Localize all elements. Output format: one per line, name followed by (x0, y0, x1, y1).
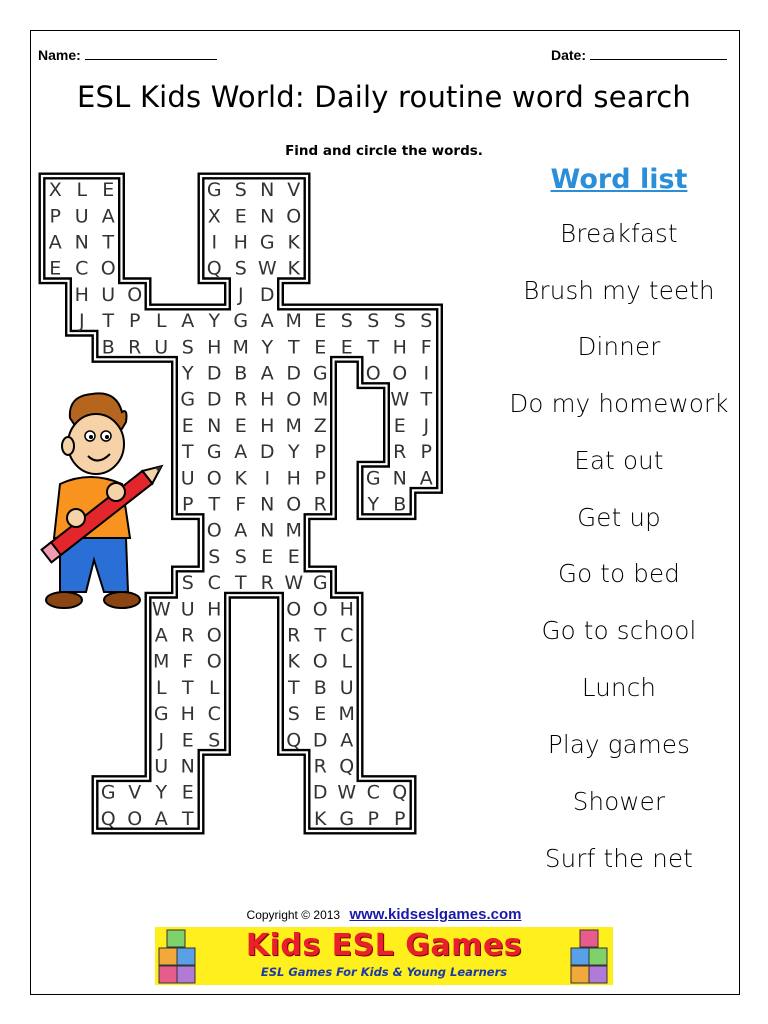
grid-letter[interactable]: E (234, 205, 247, 228)
grid-letter[interactable]: A (48, 231, 62, 254)
grid-letter[interactable]: H (339, 598, 354, 621)
word-list-item: Eat out (574, 446, 664, 475)
grid-letter[interactable]: L (76, 179, 88, 202)
grid-letter[interactable]: G (180, 388, 196, 411)
word-list-item: Go to bed (557, 559, 681, 588)
toy-blocks-left-icon (158, 928, 196, 984)
word-list-item: Lunch (581, 673, 657, 702)
grid-letter[interactable]: S (181, 336, 194, 359)
grid-letter[interactable]: N (74, 231, 89, 254)
word-list-item: Play games (547, 730, 691, 759)
grid-letter[interactable]: E (181, 729, 194, 752)
grid-letter[interactable]: E (314, 336, 327, 359)
grid-letter[interactable]: L (341, 650, 353, 673)
grid-letter[interactable]: O (206, 650, 222, 673)
grid-letter[interactable]: E (181, 414, 194, 437)
grid-letter[interactable]: N (260, 179, 275, 202)
grid-letter[interactable]: U (339, 676, 354, 699)
grid-letter[interactable]: S (287, 703, 300, 726)
grid-letter[interactable]: O (286, 205, 302, 228)
grid-letter[interactable]: R (287, 624, 301, 647)
grid-letter[interactable]: A (154, 624, 168, 647)
grid-letter[interactable]: E (314, 703, 327, 726)
grid-letter[interactable]: E (234, 414, 247, 437)
grid-letter[interactable]: L (155, 676, 167, 699)
copyright-text: Copyright © 2013 (246, 908, 341, 922)
grid-letter[interactable]: T (420, 388, 433, 411)
grid-letter[interactable]: N (260, 519, 275, 542)
grid-letter[interactable]: A (181, 310, 195, 333)
grid-letter[interactable]: Z (313, 414, 327, 437)
grid-letter[interactable]: G (312, 572, 328, 595)
grid-letter[interactable]: U (154, 336, 169, 359)
grid-letter[interactable]: P (420, 441, 432, 464)
grid-letter[interactable]: I (264, 467, 271, 490)
grid-letter[interactable]: O (127, 283, 143, 306)
grid-letter[interactable]: T (181, 441, 194, 464)
grid-letter[interactable]: X (48, 179, 62, 202)
grid-letter[interactable]: F (182, 650, 194, 673)
grid-letter[interactable]: Q (339, 755, 355, 778)
grid-letter[interactable]: P (49, 205, 61, 228)
grid-letter[interactable]: N (207, 414, 222, 437)
banner-subtitle: ESL Games For Kids & Young Learners (260, 965, 508, 979)
grid-letter[interactable]: C (207, 572, 221, 595)
grid-letter[interactable]: A (234, 441, 248, 464)
grid-letter[interactable]: U (154, 755, 169, 778)
grid-letter[interactable]: T (208, 493, 221, 516)
grid-letter[interactable]: M (338, 703, 355, 726)
grid-letter[interactable]: A (234, 519, 248, 542)
grid-letter[interactable]: G (233, 310, 249, 333)
grid-letter[interactable]: S (340, 310, 353, 333)
grid-letter[interactable]: R (181, 624, 195, 647)
grid-letter[interactable]: H (260, 388, 275, 411)
grid-letter[interactable]: A (340, 729, 354, 752)
grid-letter[interactable]: P (314, 467, 326, 490)
grid-letter[interactable]: O (206, 467, 222, 490)
grid-letter[interactable]: M (285, 519, 302, 542)
grid-letter[interactable]: N (260, 205, 275, 228)
grid-letter[interactable]: Y (367, 493, 380, 516)
grid-letter[interactable]: A (260, 310, 274, 333)
grid-letter[interactable]: K (287, 231, 300, 254)
page-title: ESL Kids World: Daily routine word search (77, 80, 691, 114)
grid-letter[interactable]: M (312, 388, 329, 411)
grid-letter[interactable]: G (206, 179, 222, 202)
grid-letter[interactable]: A (101, 205, 115, 228)
boy-with-pencil-illustration (30, 388, 180, 628)
grid-letter[interactable]: N (260, 493, 275, 516)
grid-letter[interactable]: Y (181, 362, 194, 385)
grid-letter[interactable]: K (234, 467, 247, 490)
grid-letter[interactable]: O (312, 598, 328, 621)
grid-letter[interactable]: W (257, 257, 277, 280)
grid-letter[interactable]: L (208, 676, 220, 699)
grid-letter[interactable]: D (312, 729, 328, 752)
grid-letter[interactable]: G (365, 467, 381, 490)
grid-letter[interactable]: O (365, 362, 381, 385)
grid-letter[interactable]: G (259, 231, 275, 254)
grid-letter[interactable]: O (100, 257, 116, 280)
word-list-item: Get up (577, 503, 661, 532)
grid-letter[interactable]: I (423, 362, 430, 385)
grid-letter[interactable]: U (101, 283, 116, 306)
grid-letter[interactable]: T (367, 336, 380, 359)
grid-letter[interactable]: A (154, 807, 168, 830)
grid-letter[interactable]: K (287, 257, 300, 280)
grid-letter[interactable]: R (313, 493, 327, 516)
grid-letter[interactable]: D (206, 362, 222, 385)
grid-letter[interactable]: B (234, 362, 248, 385)
grid-letter[interactable]: Y (287, 441, 300, 464)
grid-letter[interactable]: P (367, 807, 379, 830)
grid-letter[interactable]: B (313, 676, 327, 699)
grid-letter[interactable]: O (206, 624, 222, 647)
grid-letter[interactable]: C (366, 781, 380, 804)
grid-letter[interactable]: T (181, 807, 194, 830)
grid-letter[interactable]: T (102, 310, 115, 333)
grid-letter[interactable]: J (423, 414, 430, 437)
grid-letter[interactable]: R (128, 336, 142, 359)
grid-letter[interactable]: G (312, 362, 328, 385)
grid-letter[interactable]: M (285, 310, 302, 333)
grid-letter[interactable]: H (180, 703, 195, 726)
word-list-item: Surf the net (544, 844, 694, 873)
grid-letter[interactable]: G (153, 703, 169, 726)
grid-letter[interactable]: Q (206, 257, 222, 280)
grid-letter[interactable]: V (128, 781, 142, 804)
grid-letter[interactable]: Y (208, 310, 221, 333)
grid-letter[interactable]: H (207, 598, 222, 621)
grid-letter[interactable]: S (208, 729, 221, 752)
grid-letter[interactable]: Q (100, 807, 116, 830)
grid-letter[interactable]: L (155, 310, 167, 333)
grid-letter[interactable]: P (129, 310, 141, 333)
grid-letter[interactable]: C (75, 257, 89, 280)
website-link[interactable]: www.kidseslgames.com (349, 906, 522, 923)
grid-letter[interactable]: S (234, 545, 247, 568)
grid-letter[interactable]: M (153, 650, 170, 673)
grid-letter[interactable]: W (151, 598, 171, 621)
grid-letter[interactable]: H (74, 283, 89, 306)
grid-letter[interactable]: E (181, 781, 194, 804)
grid-letter[interactable]: P (182, 493, 194, 516)
grid-letter[interactable]: E (393, 414, 406, 437)
grid-letter[interactable]: H (260, 414, 275, 437)
grid-letter[interactable]: O (127, 807, 143, 830)
grid-letter[interactable]: Q (286, 729, 302, 752)
word-list-item: Shower (572, 787, 666, 816)
grid-letter[interactable]: T (234, 572, 247, 595)
grid-letter[interactable]: O (206, 519, 222, 542)
grid-letter[interactable]: D (312, 781, 328, 804)
grid-letter[interactable]: J (158, 729, 165, 752)
grid-letter[interactable]: X (207, 205, 221, 228)
grid-letter[interactable]: T (102, 231, 115, 254)
grid-letter[interactable]: D (259, 441, 275, 464)
word-list-item: Dinner (577, 332, 661, 361)
grid-letter[interactable]: F (420, 336, 432, 359)
grid-letter[interactable]: N (180, 755, 195, 778)
grid-letter[interactable]: J (237, 283, 244, 306)
grid-letter[interactable]: S (208, 545, 221, 568)
grid-letter[interactable]: M (232, 336, 249, 359)
grid-letter[interactable]: N (392, 467, 407, 490)
grid-letter[interactable]: D (259, 283, 275, 306)
grid-letter[interactable]: O (286, 598, 302, 621)
grid-letter[interactable]: S (234, 257, 247, 280)
date-label: Date: (551, 47, 587, 63)
grid-letter[interactable]: O (286, 388, 302, 411)
grid-letter[interactable]: S (234, 179, 247, 202)
toy-blocks-right-icon (570, 928, 608, 984)
word-list-item: Breakfast (560, 219, 678, 248)
grid-letter[interactable]: B (393, 493, 407, 516)
grid-letter[interactable]: W (390, 388, 410, 411)
grid-letter[interactable]: S (181, 572, 194, 595)
word-list-item: Brush my teeth (523, 276, 715, 305)
grid-letter[interactable]: O (312, 650, 328, 673)
grid-letter[interactable]: V (287, 179, 301, 202)
grid-letter[interactable]: O (392, 362, 408, 385)
grid-letter[interactable]: S (393, 310, 406, 333)
grid-letter[interactable]: S (367, 310, 380, 333)
word-list-title: Word list (550, 164, 688, 195)
grid-letter[interactable]: C (207, 703, 221, 726)
grid-letter[interactable]: A (419, 467, 433, 490)
grid-letter[interactable]: U (180, 467, 195, 490)
grid-letter[interactable]: G (206, 441, 222, 464)
grid-letter[interactable]: Y (261, 336, 274, 359)
grid-letter[interactable]: T (287, 676, 300, 699)
word-list-item: Go to school (541, 616, 697, 645)
kids-esl-games-banner[interactable] (155, 927, 613, 985)
grid-letter[interactable]: P (314, 441, 326, 464)
grid-letter[interactable]: Y (155, 781, 168, 804)
grid-letter[interactable]: G (339, 807, 355, 830)
grid-letter[interactable]: E (314, 310, 327, 333)
grid-letter[interactable]: Q (392, 781, 408, 804)
grid-letter[interactable]: H (233, 231, 248, 254)
grid-letter[interactable]: O (286, 493, 302, 516)
name-label: Name: (38, 47, 81, 63)
grid-letter[interactable]: E (261, 545, 274, 568)
grid-letter[interactable]: H (392, 336, 407, 359)
grid-letter[interactable]: D (286, 362, 302, 385)
grid-letter[interactable]: E (49, 257, 62, 280)
grid-letter[interactable]: C (340, 624, 354, 647)
grid-letter[interactable]: A (260, 362, 274, 385)
grid-letter[interactable]: P (394, 807, 406, 830)
grid-letter[interactable]: R (234, 388, 248, 411)
grid-letter[interactable]: K (314, 807, 327, 830)
word-list-item: Do my homework (509, 389, 729, 418)
grid-letter[interactable]: G (100, 781, 116, 804)
grid-letter[interactable]: H (207, 336, 222, 359)
grid-letter[interactable]: K (287, 650, 300, 673)
grid-letter[interactable]: S (420, 310, 433, 333)
grid-letter[interactable]: E (340, 336, 353, 359)
banner-title: Kids ESL Games (245, 928, 523, 963)
grid-letter[interactable]: J (78, 310, 85, 333)
grid-letter[interactable]: W (337, 781, 357, 804)
grid-letter[interactable]: W (284, 572, 304, 595)
grid-letter[interactable]: F (235, 493, 247, 516)
grid-letter[interactable]: B (101, 336, 115, 359)
copyright-line (0, 906, 768, 923)
grid-letter[interactable]: T (287, 336, 300, 359)
grid-letter[interactable]: R (260, 572, 274, 595)
grid-letter[interactable]: U (74, 205, 89, 228)
grid-letter[interactable]: M (285, 414, 302, 437)
grid-letter[interactable]: E (102, 179, 115, 202)
grid-letter[interactable]: R (313, 755, 327, 778)
grid-letter[interactable]: R (393, 441, 407, 464)
instructions: Find and circle the words. (285, 143, 483, 159)
grid-letter[interactable]: I (211, 231, 218, 254)
grid-letter[interactable]: U (180, 598, 195, 621)
grid-letter[interactable]: H (286, 467, 301, 490)
grid-letter[interactable]: T (314, 624, 327, 647)
grid-letter[interactable]: T (181, 676, 194, 699)
grid-letter[interactable]: E (287, 545, 300, 568)
grid-letter[interactable]: D (206, 388, 222, 411)
